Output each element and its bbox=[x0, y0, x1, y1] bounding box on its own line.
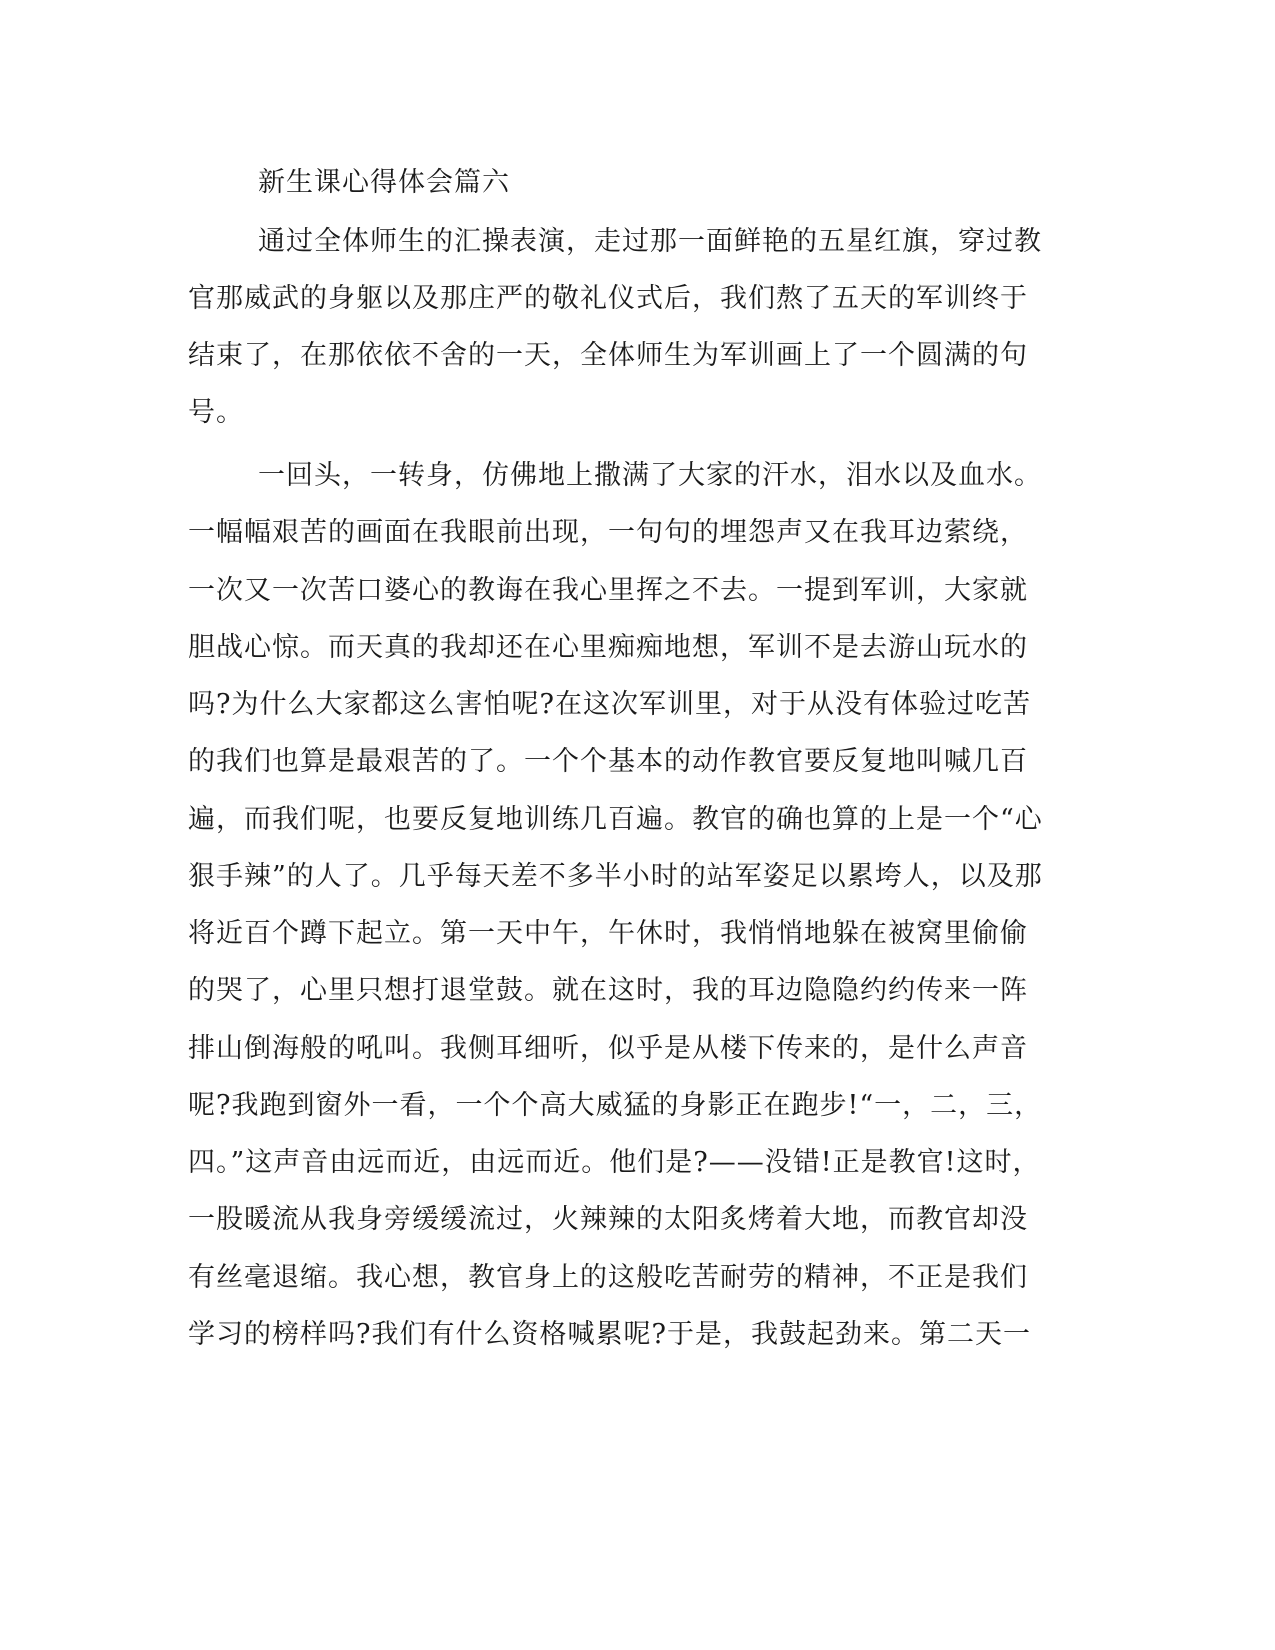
paragraph-2-line-15: 有丝毫退缩。我心想，教官身上的这般吃苦耐劳的精神，不正是我们 bbox=[188, 1262, 1028, 1293]
paragraph-2-line-12: 呢?我跑到窗外一看，一个个高大威猛的身影正在跑步!“一，二，三， bbox=[188, 1090, 1043, 1121]
paragraph-2-line-11: 排山倒海般的吼叫。我侧耳细听，似乎是从楼下传来的，是什么声音 bbox=[188, 1033, 1028, 1064]
paragraph-2-line-16: 学习的榜样吗?我们有什么资格喊累呢?于是，我鼓起劲来。第二天一 bbox=[188, 1319, 1031, 1350]
paragraph-2-line-14: 一股暖流从我身旁缓缓流过，火辣辣的太阳炙烤着大地，而教官却没 bbox=[188, 1204, 1028, 1235]
paragraph-2-line-10: 的哭了，心里只想打退堂鼓。就在这时，我的耳边隐隐约约传来一阵 bbox=[188, 975, 1028, 1006]
paragraph-1-line-3: 结束了，在那依依不舍的一天，全体师生为军训画上了一个圆满的句 bbox=[188, 340, 1028, 371]
document-title: 新生课心得体会篇六 bbox=[258, 167, 510, 198]
paragraph-2-line-3: 一次又一次苦口婆心的教诲在我心里挥之不去。一提到军训，大家就 bbox=[188, 575, 1028, 606]
paragraph-2-line-9: 将近百个蹲下起立。第一天中午，午休时，我悄悄地躲在被窝里偷偷 bbox=[188, 918, 1028, 949]
paragraph-2-line-7: 遍，而我们呢，也要反复地训练几百遍。教官的确也算的上是一个“心 bbox=[188, 804, 1043, 835]
paragraph-1-line-1: 通过全体师生的汇操表演，走过那一面鲜艳的五星红旗，穿过教 bbox=[258, 226, 1042, 257]
paragraph-2-line-1: 一回头，一转身，仿佛地上撒满了大家的汗水，泪水以及血水。 bbox=[258, 460, 1042, 491]
paragraph-2-line-4: 胆战心惊。而天真的我却还在心里痴痴地想，军训不是去游山玩水的 bbox=[188, 632, 1028, 663]
paragraph-1-line-2: 官那威武的身躯以及那庄严的敬礼仪式后，我们熬了五天的军训终于 bbox=[188, 283, 1028, 314]
paragraph-1-line-4: 号。 bbox=[188, 397, 244, 428]
paragraph-2-line-13: 四。”这声音由远而近，由远而近。他们是?——没错!正是教官!这时， bbox=[188, 1147, 1041, 1178]
paragraph-2-line-2: 一幅幅艰苦的画面在我眼前出现，一句句的埋怨声又在我耳边萦绕， bbox=[188, 517, 1028, 548]
paragraph-2-line-5: 吗?为什么大家都这么害怕呢?在这次军训里，对于从没有体验过吃苦 bbox=[188, 689, 1031, 720]
paragraph-2-line-8: 狠手辣”的人了。几乎每天差不多半小时的站军姿足以累垮人，以及那 bbox=[188, 861, 1043, 892]
paragraph-2-line-6: 的我们也算是最艰苦的了。一个个基本的动作教官要反复地叫喊几百 bbox=[188, 746, 1028, 777]
